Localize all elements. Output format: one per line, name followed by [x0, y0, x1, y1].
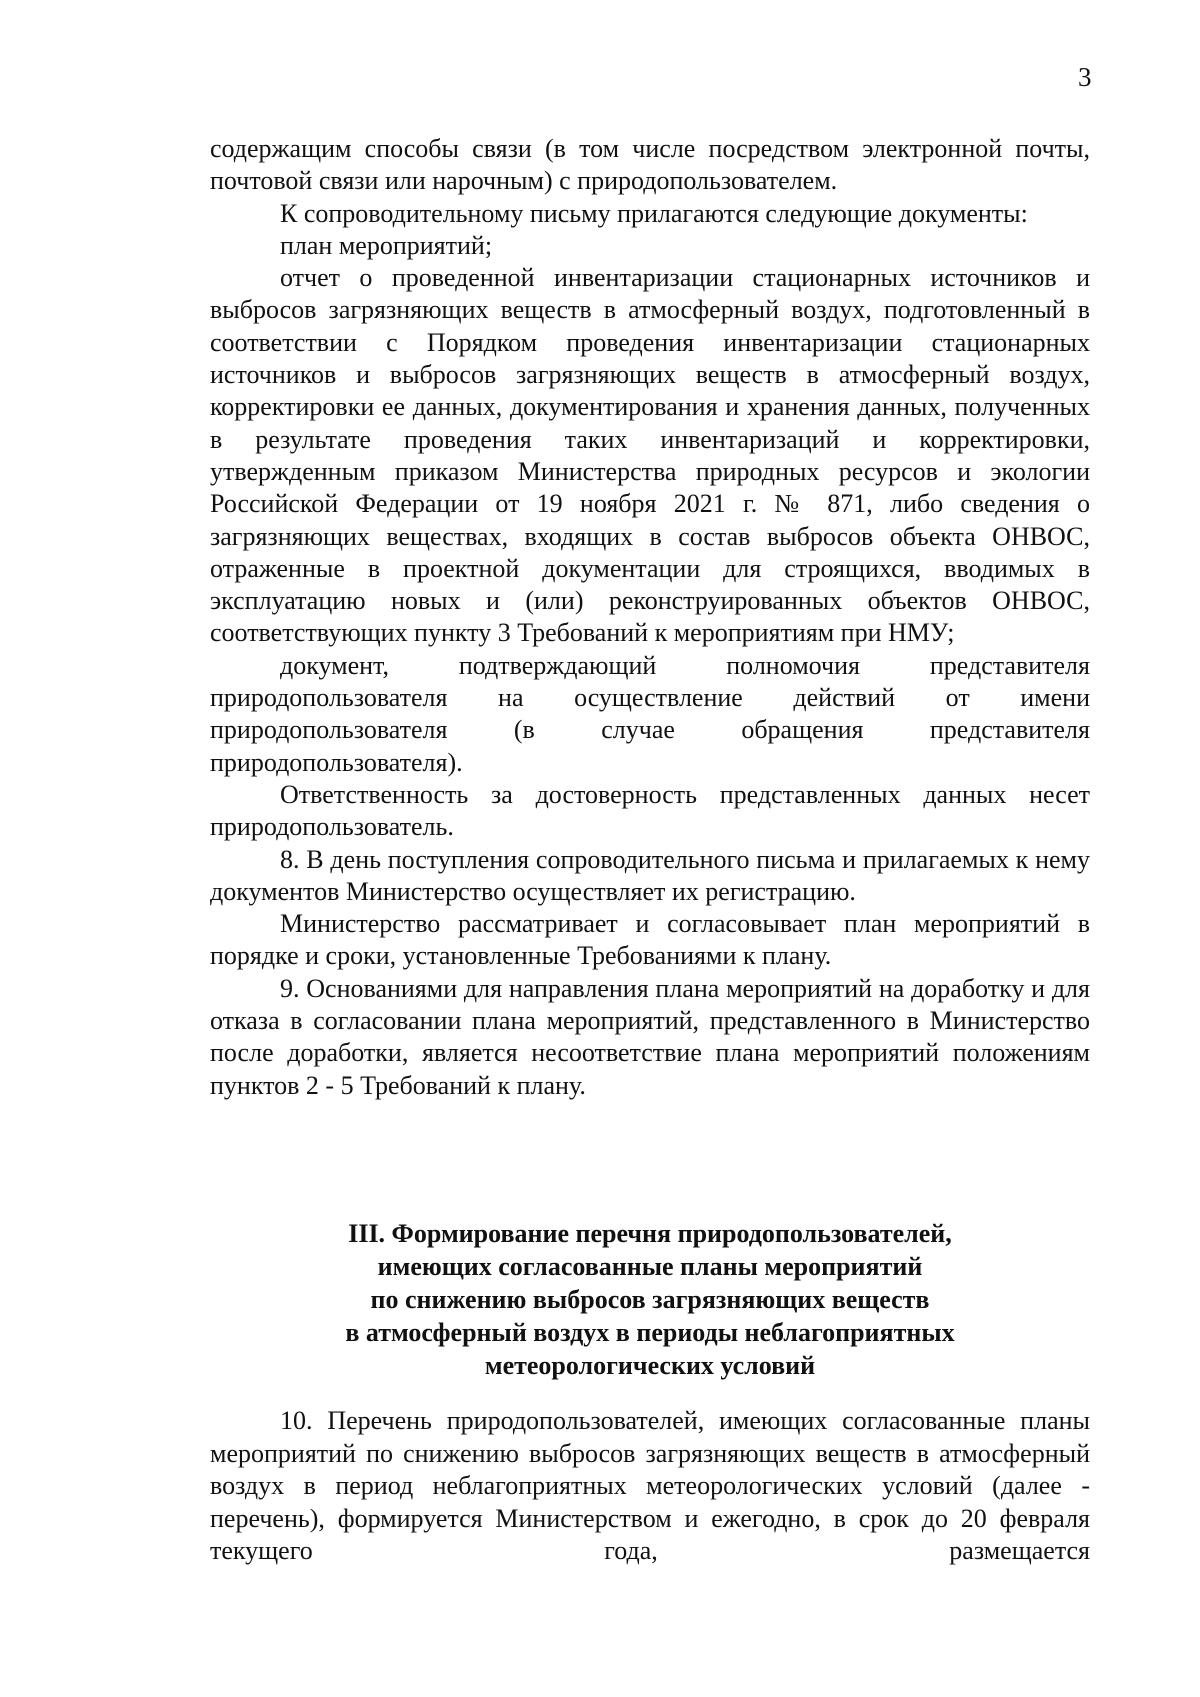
paragraph-ministry-review: Министерство рассматривает и согласовывает план мероприятий в порядке и сроки, установленные Требованиями к плану.	[210, 909, 1090, 971]
section-heading-line: метеорологических условий	[484, 1351, 816, 1380]
paragraph-attachments-intro: К сопроводительному письму прилагаются следующие документы:	[280, 198, 1028, 228]
paragraph-item-9: 9. Основаниями для направления плана мероприятий на доработку и для отказа в согласовании плана мероприятий, представленного в Министерство после доработки, является несоответствие плана мероприятий положениям пунктов 2 - 5 Требований к плану.	[210, 973, 1090, 1100]
page-number: 3	[1078, 62, 1092, 92]
paragraph-contact-methods: содержащим способы связи (в том числе посредством электронной почты, почтовой связи или нарочным) с природопользователем.	[210, 134, 1090, 196]
paragraph-item-10: 10. Перечень природопользователей, имеющих согласованные планы мероприятий по снижению выбросов загрязняющих веществ в атмосферный воздух в период неблагоприятных метеорологических условий (далее - перечень), формируется Министерством и ежегодно, в срок до 20 февраля текущего года, размещается	[210, 1406, 1090, 1565]
body-text-section-3	[210, 1405, 1090, 1568]
paragraph-responsibility: Ответственность за достоверность представленных данных несет природопользователь.	[210, 779, 1090, 842]
section-heading	[210, 1217, 1090, 1382]
paragraph-item-8: 8. В день поступления сопроводительного письма и прилагаемых к нему документов Министерство осуществляет их регистрацию.	[210, 844, 1090, 906]
section-heading-line: III. Формирование перечня природопользователей,	[348, 1219, 952, 1248]
paragraph-action-plan: план мероприятий;	[280, 230, 493, 260]
section-heading-line: в атмосферный воздух в периоды неблагоприятных	[345, 1318, 955, 1347]
body-text	[210, 133, 1090, 1102]
paragraph-authority-document: документ, подтверждающий полномочия представителя природопользователя на осуществление действий от имени природопользователя (в случае обращения представителя природопользователя).	[210, 650, 1090, 777]
section-heading-line: имеющих согласованные планы мероприятий	[377, 1252, 923, 1281]
section-heading-line: по снижению выбросов загрязняющих веществ	[370, 1285, 930, 1314]
paragraph-inventory-report: отчет о проведенной инвентаризации стационарных источников и выбросов загрязняющих веществ в атмосферный воздух, подготовленный в соответствии с Порядком проведения инвентаризации стационарных источников и выбросов загрязняющих веществ в атмосферный воздух, корректировки ее данных, документирования и хранения данных, полученных в результате проведения таких инвентаризаций и корректировки, утвержденным приказом Министерства природных ресурсов и экологии Российской Федерации от 19 ноября 2021 г. № 871, либо сведения о загрязняющих веществах, входящих в состав выбросов объекта ОНВОС, отраженные в проектной документации для строящихся, вводимых в эксплуатацию новых и (или) реконструированных объектов ОНВОС, соответствующих пункту 3 Требований к мероприятиям при НМУ;	[210, 263, 1090, 648]
